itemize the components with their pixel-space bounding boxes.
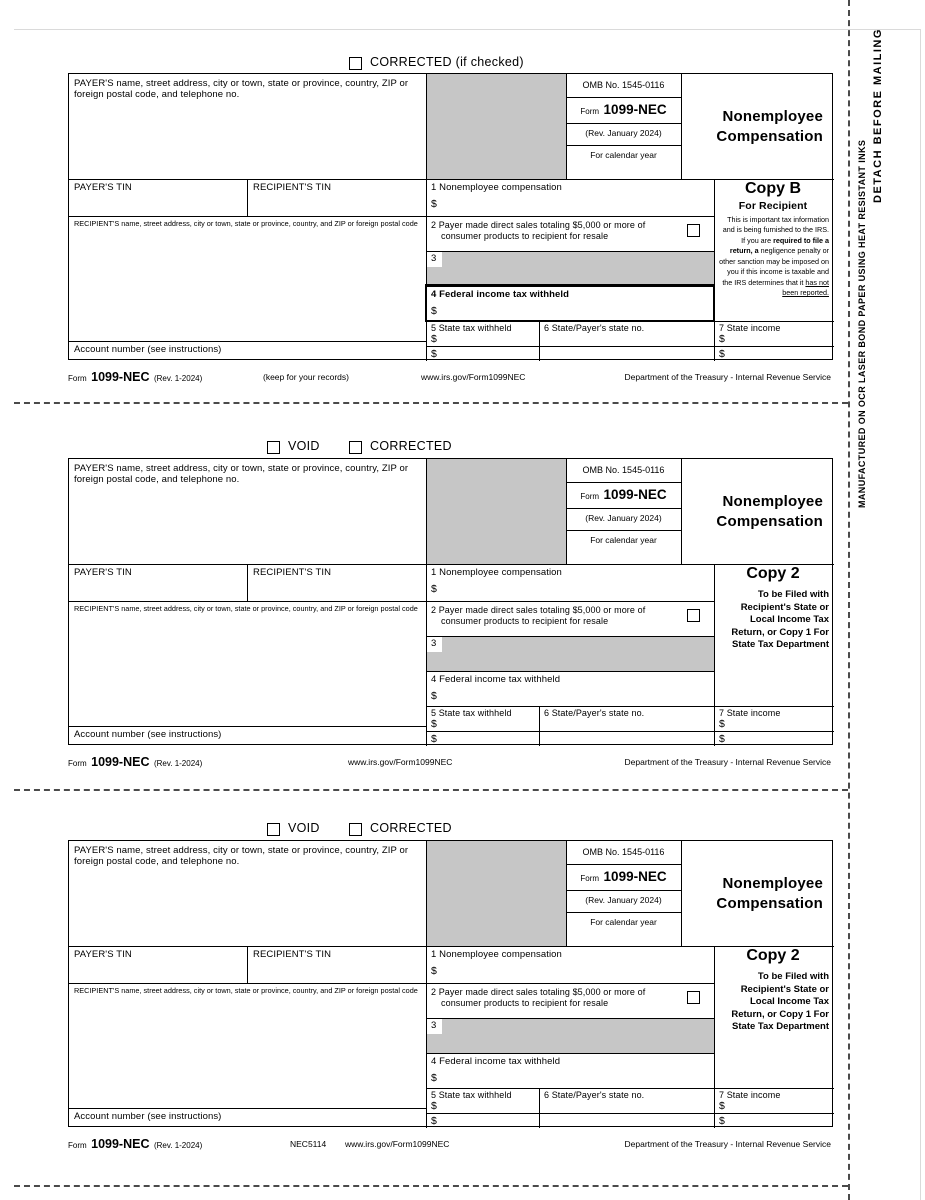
corrected-checkbox-label: CORRECTED (if checked) [370,55,524,69]
grid-line [426,731,834,732]
grid-line [426,706,834,707]
shaded-area [426,841,566,946]
payers-tin-label: PAYER'S TIN [74,182,132,193]
grid-line [426,74,427,361]
void-checkbox-label: VOID [288,439,320,453]
box1-dollar: $ [431,965,437,977]
box2-label-line1: 2 Payer made direct sales totaling $5,000 or more of [431,220,646,230]
revision-label: (Rev. January 2024) [585,128,662,138]
box7-dollar-1: $ [719,718,725,730]
account-number-label: Account number (see instructions) [74,344,222,355]
grid-line [69,601,714,602]
revision-label: (Rev. January 2024) [585,895,662,905]
footer-form-name [68,368,202,386]
footer-form-rev: (Rev. 1-2024) [153,759,203,768]
grid-line [539,1088,540,1128]
box2-label-line2: consumer products to recipient for resale [441,231,609,241]
form-1099nec-copy-2-upper [68,458,833,745]
grid-line [566,97,681,98]
grid-line [426,1053,714,1054]
copy-sub-label: To be Filed with Recipient's State or Local Income Tax Return, or Copy 1 For State Tax Department [731,589,829,651]
box2-resale-checkbox[interactable] [687,991,700,1004]
sheet-edge [920,29,921,1200]
box6-label: 6 State/Payer's state no. [544,708,645,718]
form-number: 1099-NEC [603,487,667,502]
payer-info-label: PAYER'S name, street address, city or town, state or province, country, ZIP or foreign postal code, and telephone no. [74,463,409,486]
form-title [682,107,828,146]
grid-line [426,251,714,252]
grid-line [426,636,714,637]
corrected-checkbox[interactable] [349,823,362,836]
grid-line [69,1108,426,1109]
corrected-checkbox[interactable] [349,441,362,454]
recipients-tin-label: RECIPIENT'S TIN [253,949,332,960]
grid-line [539,706,540,746]
grid-line [566,864,681,865]
grid-line [69,983,714,984]
recipients-tin-label: RECIPIENT'S TIN [253,567,332,578]
box5-label: 5 State tax withheld [431,1090,512,1100]
calendar-year-label: For calendar year [590,535,657,545]
corrected-checkbox-label: CORRECTED [370,821,452,835]
box5-dollar-2: $ [431,733,437,745]
revision-label: (Rev. January 2024) [585,513,662,523]
recipient-info-label: RECIPIENT'S name, street address, city or town, state or province, country, and ZIP or foreign postal code [74,986,418,995]
calendar-year-label: For calendar year [590,917,657,927]
box5-dollar-2: $ [431,348,437,360]
box3-shaded-area [426,251,714,286]
form-title-line: Nonemployee [722,108,823,125]
box7-dollar-1: $ [719,1100,725,1112]
irs-url: www.irs.gov/Form1099NEC [421,372,526,382]
form-title-line: Compensation [716,894,823,912]
box2-resale-checkbox[interactable] [687,224,700,237]
footer-form-rev: (Rev. 1-2024) [153,1141,203,1150]
payers-tin-label: PAYER'S TIN [74,567,132,578]
grid-line [566,508,681,509]
box4-label: 4 Federal income tax withheld [431,1056,561,1067]
box5-label: 5 State tax withheld [431,323,512,333]
grid-line [426,459,427,746]
copy-b-notice [718,215,829,299]
box3-shaded-area [426,636,714,671]
box2-label-line1: 2 Payer made direct sales totaling $5,000 or more of [431,987,646,997]
irs-url: www.irs.gov/Form1099NEC [345,1139,450,1149]
grid-line [69,726,426,727]
recipient-info-label: RECIPIENT'S name, street address, city or town, state or province, country, and ZIP or foreign postal code [74,219,418,228]
treasury-label: Department of the Treasury - Internal Revenue Service [624,757,831,767]
grid-line [566,912,681,913]
account-number-label: Account number (see instructions) [74,729,222,740]
form-1099nec-copy-b [68,73,833,360]
detach-before-mailing-text: DETACH BEFORE MAILING [872,28,884,203]
box7-label: 7 State income [719,323,781,333]
box7-dollar-2: $ [719,348,725,360]
grid-line [566,482,681,483]
footer-form-rev: (Rev. 1-2024) [153,374,203,383]
payers-tin-label: PAYER'S TIN [74,949,132,960]
footer-form-number: 1099-NEC [91,370,150,384]
box1-dollar: $ [431,583,437,595]
form-number-cell [566,868,681,886]
box4-label: 4 Federal income tax withheld [431,674,561,685]
grid-line [426,1113,834,1114]
box4-label: 4 Federal income tax withheld [431,289,570,300]
form-number: 1099-NEC [603,869,667,884]
box1-label: 1 Nonemployee compensation [431,182,562,193]
box4-dollar: $ [431,305,437,317]
grid-line [247,179,248,216]
perforation-line-vertical [848,0,850,1200]
omb-number: OMB No. 1545-0116 [582,80,665,90]
grid-line [426,1088,834,1089]
form-title [682,492,828,531]
grid-line [247,564,248,601]
form-footer [68,368,833,388]
box5-label: 5 State tax withheld [431,708,512,718]
void-checkbox[interactable] [267,441,280,454]
notice-part: This is important tax information and is being furnished to the IRS. If you are [722,215,829,245]
box7-dollar-2: $ [719,733,725,745]
recipient-info-label: RECIPIENT'S name, street address, city or town, state or province, country, and ZIP or foreign postal code [74,604,418,613]
omb-number: OMB No. 1545-0116 [582,465,665,475]
grid-line [426,346,834,347]
recipients-tin-label: RECIPIENT'S TIN [253,182,332,193]
treasury-label: Department of the Treasury - Internal Revenue Service [624,1139,831,1149]
void-checkbox[interactable] [267,823,280,836]
grid-line [426,671,714,672]
corrected-checkbox[interactable] [349,57,362,70]
form-footer [68,1135,833,1155]
box2-label-line2: consumer products to recipient for resale [441,998,609,1008]
box5-dollar-1: $ [431,333,437,345]
form-title [682,874,828,913]
form-word: Form [580,874,600,883]
box2-resale-checkbox[interactable] [687,609,700,622]
box1-label: 1 Nonemployee compensation [431,949,562,960]
footer-form-word: Form [68,374,87,383]
grid-line [714,946,715,1128]
form-title-line: Nonemployee [722,493,823,510]
box7-dollar-1: $ [719,333,725,345]
box3-shaded-area [426,1018,714,1053]
grid-line [69,216,714,217]
form-word: Form [580,492,600,501]
grid-line [69,341,426,342]
box3-label: 3 [427,1019,442,1034]
box2-label-line2: consumer products to recipient for resale [441,616,609,626]
form-number: 1099-NEC [603,102,667,117]
corrected-checkbox-label: CORRECTED [370,439,452,453]
form-word: Form [580,107,600,116]
void-checkbox-label: VOID [288,821,320,835]
copy-sub-label: To be Filed with Recipient's State or Local Income Tax Return, or Copy 1 For State Tax Department [731,971,829,1033]
form-number-cell [566,101,681,119]
grid-line [426,1018,714,1019]
irs-url: www.irs.gov/Form1099NEC [348,757,453,767]
calendar-year-label: For calendar year [590,150,657,160]
payer-info-label: PAYER'S name, street address, city or town, state or province, country, ZIP or foreign postal code, and telephone no. [74,845,409,868]
keep-records-note: (keep for your records) [263,372,349,382]
nec-code: NEC5114 [290,1139,327,1149]
box5-dollar-1: $ [431,1100,437,1112]
form-title-line: Nonemployee [722,875,823,892]
grid-line [566,890,681,891]
footer-form-number: 1099-NEC [91,755,150,769]
form-footer [68,753,833,773]
grid-line [566,123,681,124]
box5-dollar-2: $ [431,1115,437,1127]
sheet-edge [14,29,921,30]
shaded-area [426,459,566,564]
notice-part-bold: required to file a return, a [729,235,829,256]
form-number-cell [566,486,681,504]
footer-form-number: 1099-NEC [91,1137,150,1151]
box4-dollar: $ [431,690,437,702]
footer-form-word: Form [68,759,87,768]
footer-form-name [68,1135,202,1153]
footer-form-word: Form [68,1141,87,1150]
box5-dollar-1: $ [431,718,437,730]
perforation-line [14,1185,848,1187]
box7-label: 7 State income [719,1090,781,1100]
treasury-label: Department of the Treasury - Internal Revenue Service [624,372,831,382]
perforation-line [14,402,848,404]
grid-line [426,286,714,287]
box6-label: 6 State/Payer's state no. [544,1090,645,1100]
copy-sub-label: For Recipient [738,200,808,212]
copy-designation: Copy B [745,180,801,197]
footer-form-name [68,753,202,771]
box6-label: 6 State/Payer's state no. [544,323,645,333]
notice-part-underline: has not been reported. [782,277,829,298]
perforation-line [14,789,848,791]
copy-designation: Copy 2 [746,947,800,964]
form-title-line: Compensation [716,127,823,145]
box7-label: 7 State income [719,708,781,718]
form-title-line: Compensation [716,512,823,530]
copy-designation: Copy 2 [746,565,800,582]
box2-label-line1: 2 Payer made direct sales totaling $5,000 or more of [431,605,646,615]
box3-label: 3 [427,637,442,652]
box1-label: 1 Nonemployee compensation [431,567,562,578]
payer-info-label: PAYER'S name, street address, city or town, state or province, country, ZIP or foreign postal code, and telephone no. [74,78,409,101]
notice-part: negligence penalty or other sanction may be imposed on you if this income is taxable and the IRS determines that it [719,246,829,287]
manufactured-text: MANUFACTURED ON OCR LASER BOND PAPER USING HEAT RESISTANT INKS [857,139,867,508]
omb-number: OMB No. 1545-0116 [582,847,665,857]
grid-line [539,321,540,361]
shaded-area [426,74,566,179]
grid-line [714,564,715,746]
grid-line [247,946,248,983]
form-1099nec-copy-2-lower [68,840,833,1127]
grid-line [426,841,427,1128]
box3-label: 3 [427,252,442,267]
grid-line [566,145,681,146]
box1-dollar: $ [431,198,437,210]
account-number-label: Account number (see instructions) [74,1111,222,1122]
box4-dollar: $ [431,1072,437,1084]
grid-line [426,321,834,322]
grid-line [566,530,681,531]
box7-dollar-2: $ [719,1115,725,1127]
